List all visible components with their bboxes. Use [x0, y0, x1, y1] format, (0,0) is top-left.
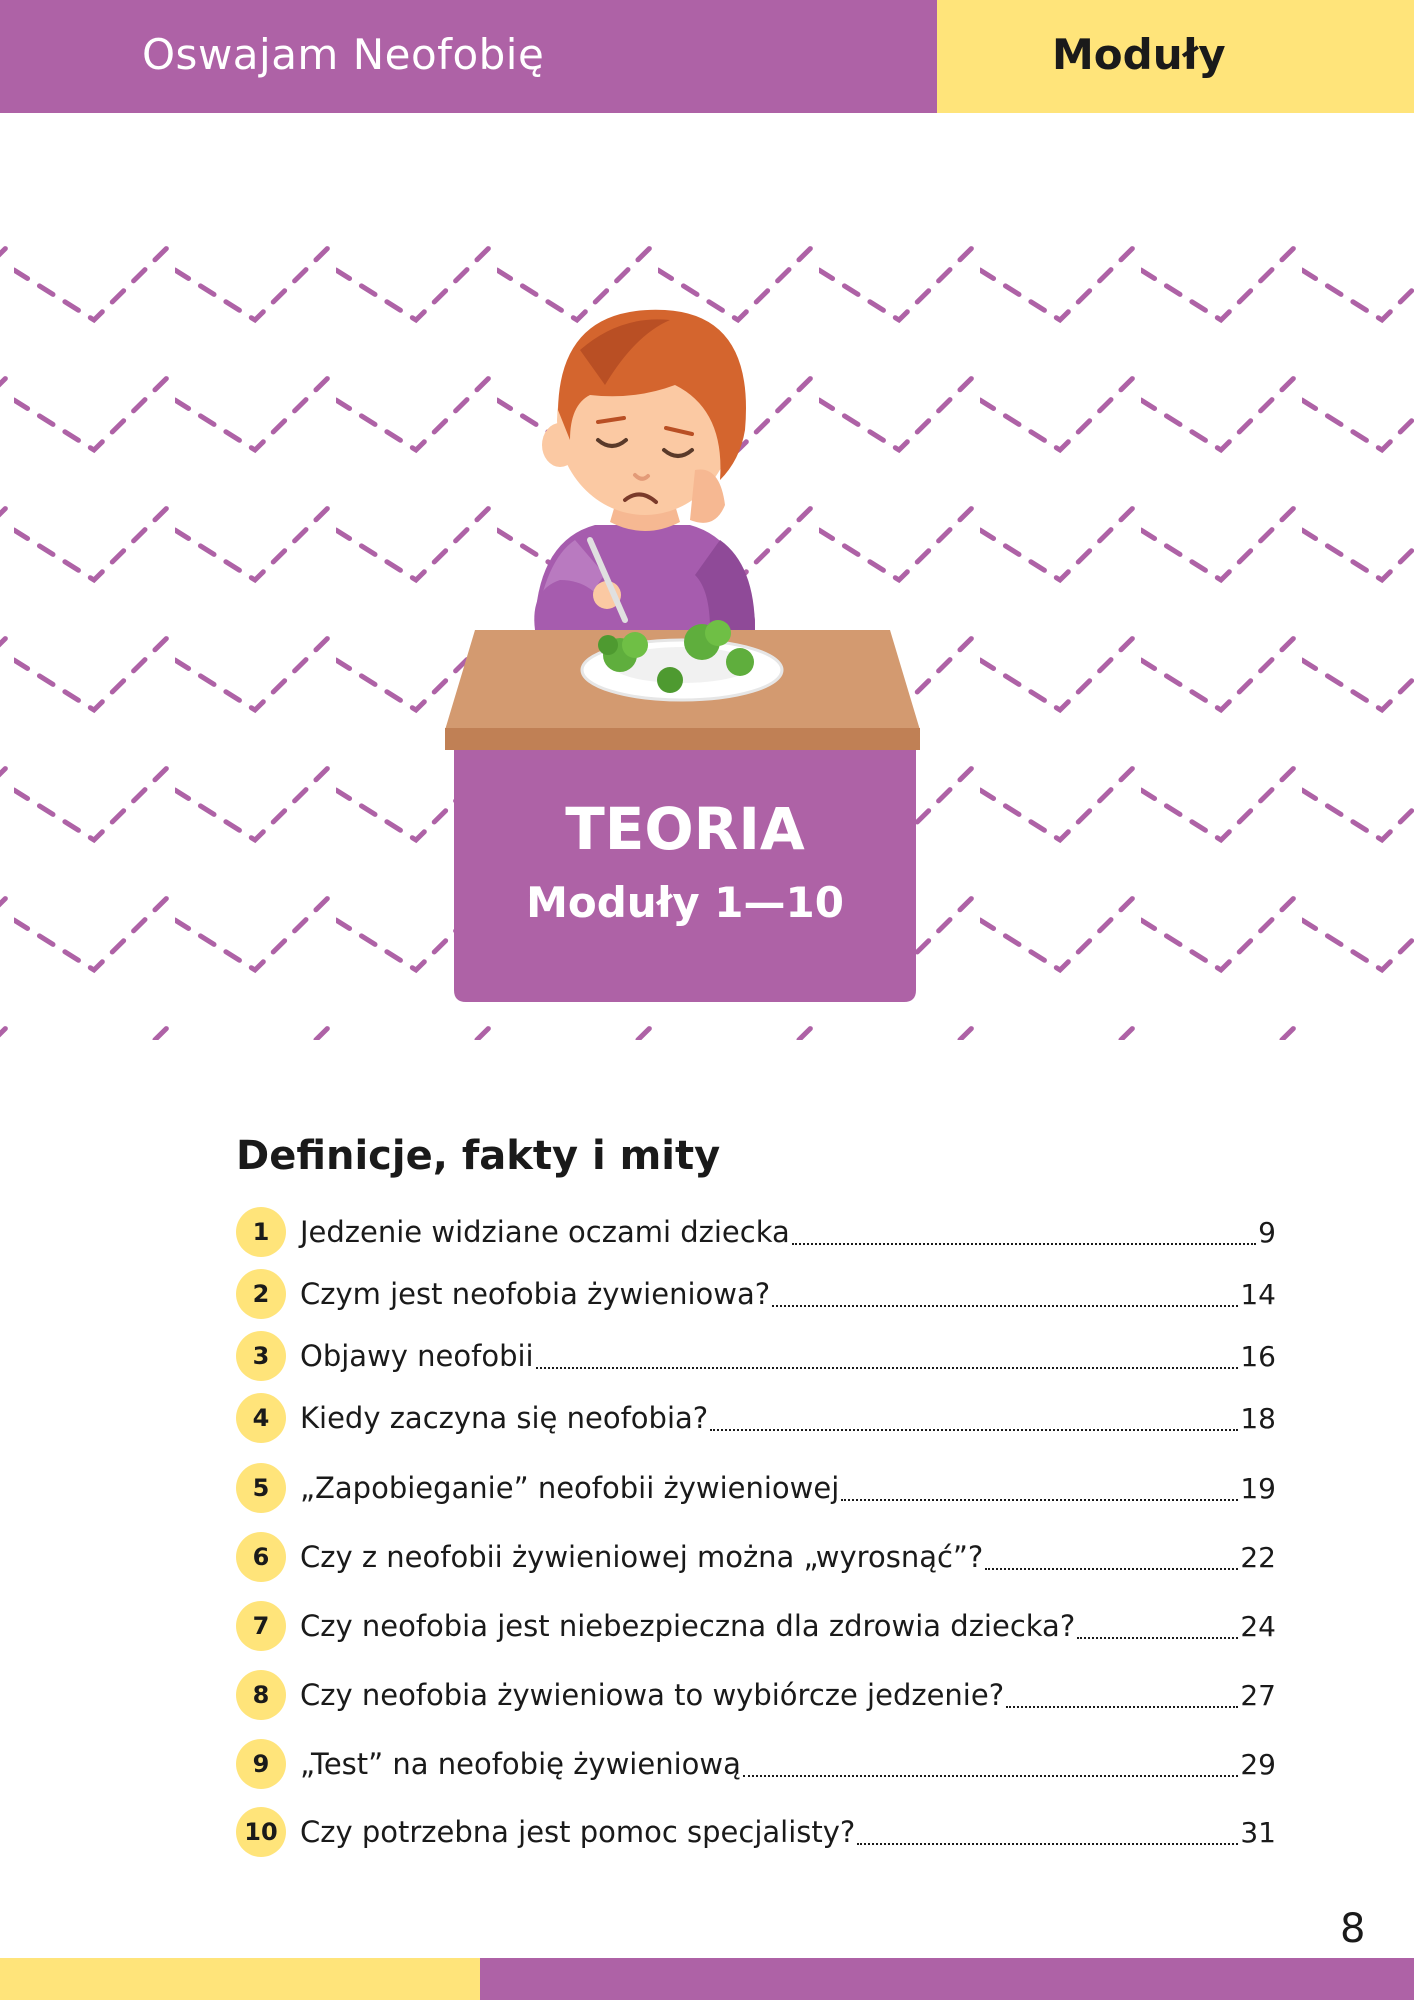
- toc-page-number: 9: [1258, 1215, 1276, 1249]
- toc-item[interactable]: [236, 1329, 1276, 1383]
- toc-item-label: Kiedy zaczyna się neofobia?: [300, 1401, 709, 1435]
- section-name: Moduły: [1052, 30, 1226, 79]
- toc-item-label: Czym jest neofobia żywieniowa?: [300, 1277, 771, 1311]
- toc-item-label: „Zapobieganie” neofobii żywieniowej: [300, 1471, 840, 1505]
- toc-number-badge: 5: [236, 1463, 286, 1513]
- page-number: 8: [1340, 1906, 1366, 1952]
- toc-number-badge: 1: [236, 1207, 286, 1257]
- toc-item[interactable]: [236, 1205, 1276, 1259]
- toc-item[interactable]: [236, 1599, 1276, 1653]
- card-subtitle: Moduły 1—10: [526, 878, 844, 927]
- dot-leader: [792, 1219, 1256, 1245]
- toc-page-number: 29: [1240, 1747, 1276, 1781]
- toc-page-number: 24: [1240, 1609, 1276, 1643]
- dot-leader: [1077, 1613, 1238, 1639]
- dot-leader: [841, 1475, 1238, 1501]
- toc-item[interactable]: [236, 1461, 1276, 1515]
- toc-item[interactable]: [236, 1530, 1276, 1584]
- toc-page-number: 22: [1240, 1540, 1276, 1574]
- dot-leader: [1006, 1682, 1238, 1708]
- document-title: Oswajam Neofobię: [142, 30, 545, 79]
- toc-item[interactable]: [236, 1668, 1276, 1722]
- page-header: [0, 0, 1414, 113]
- module-card: [434, 795, 936, 927]
- card-title: TEORIA: [565, 795, 805, 863]
- footer-yellow-band: [0, 1958, 480, 2000]
- toc-item-label: Czy neofobia żywieniowa to wybiórcze jedzenie?: [300, 1678, 1005, 1712]
- dot-leader: [743, 1751, 1238, 1777]
- toc-item-label: Czy potrzebna jest pomoc specjalisty?: [300, 1815, 856, 1849]
- toc-page-number: 19: [1240, 1471, 1276, 1505]
- toc-number-badge: 9: [236, 1739, 286, 1789]
- toc-heading: Definicje, fakty i mity: [236, 1133, 721, 1179]
- dot-leader: [772, 1281, 1238, 1307]
- toc-number-badge: 7: [236, 1601, 286, 1651]
- toc-item-label: Jedzenie widziane oczami dziecka: [300, 1215, 790, 1249]
- dot-leader: [985, 1544, 1238, 1570]
- toc-item[interactable]: [236, 1267, 1276, 1321]
- toc-page-number: 31: [1240, 1815, 1276, 1849]
- toc-item-label: Czy neofobia jest niebezpieczna dla zdrowia dziecka?: [300, 1609, 1076, 1643]
- toc-item[interactable]: [236, 1737, 1276, 1791]
- toc-item-label: Czy z neofobii żywieniowej można „wyrosnąć”?: [300, 1540, 984, 1574]
- toc-item-label: Objawy neofobii: [300, 1339, 534, 1373]
- toc-page-number: 16: [1240, 1339, 1276, 1373]
- dot-leader: [857, 1819, 1238, 1845]
- toc-page-number: 18: [1240, 1401, 1276, 1435]
- toc-number-badge: 6: [236, 1532, 286, 1582]
- toc-item[interactable]: [236, 1805, 1276, 1859]
- dot-leader: [536, 1343, 1239, 1369]
- toc-item[interactable]: [236, 1391, 1276, 1445]
- toc-page-number: 27: [1240, 1678, 1276, 1712]
- toc-number-badge: 3: [236, 1331, 286, 1381]
- toc-number-badge: 4: [236, 1393, 286, 1443]
- toc-item-label: „Test” na neofobię żywieniową: [300, 1747, 741, 1781]
- dot-leader: [710, 1405, 1238, 1431]
- toc-number-badge: 2: [236, 1269, 286, 1319]
- footer-purple-band: [480, 1958, 1414, 2000]
- toc-number-badge: 8: [236, 1670, 286, 1720]
- toc-number-badge: 10: [236, 1807, 286, 1857]
- toc-page-number: 14: [1240, 1277, 1276, 1311]
